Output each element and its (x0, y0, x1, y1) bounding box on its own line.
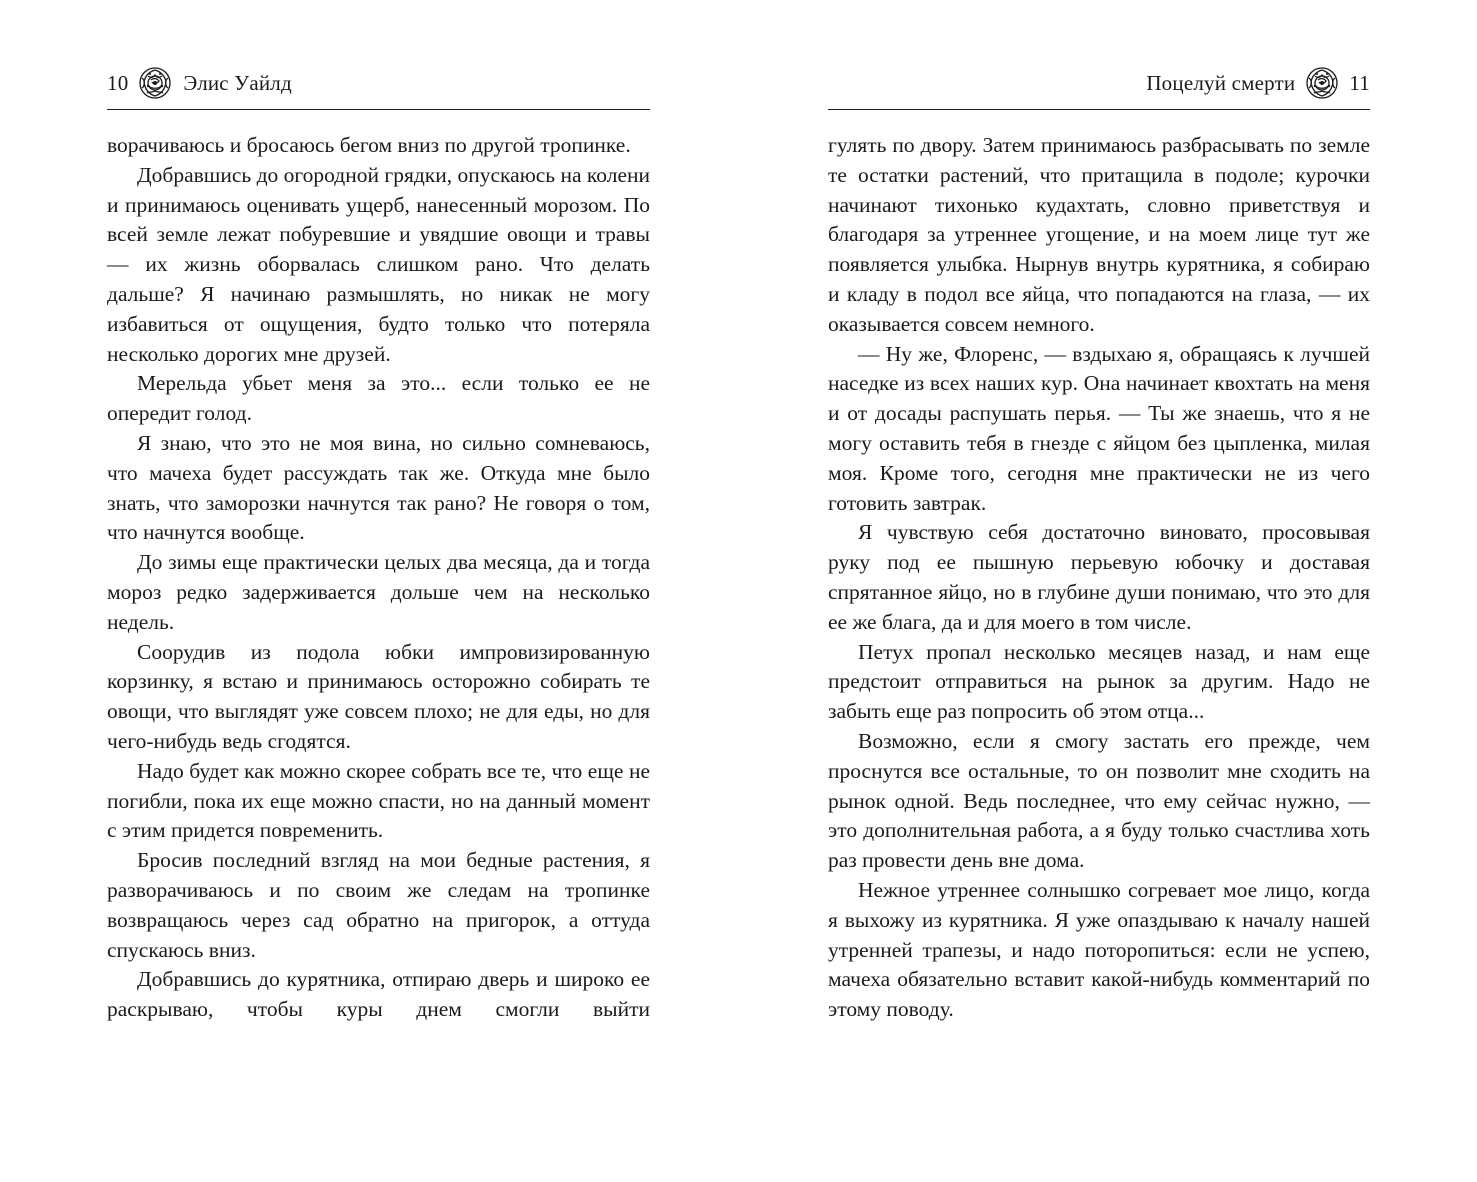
rose-ornament-icon (1304, 66, 1340, 100)
paragraph: Мерельда убьет меня за это... если только ее не опередит голод. (107, 371, 650, 426)
left-header-rule (107, 109, 650, 110)
right-body-text (828, 131, 1370, 1025)
paragraph: Соорудив из подола юбки импровизированную корзинку, я встаю и принимаюсь осторожно собирать те овощи, что выглядят уже совсем плохо; не для еды, но для чего-нибудь ведь сгодятся. (107, 639, 650, 753)
paragraph: Я чувствую себя достаточно виновато, просовывая руку под ее пышную перьевую юбочку и доставая спрятанное яйцо, но в глубине души понимаю, что это для ее же блага, да и для моего в том числе. (828, 520, 1370, 634)
left-body-text (107, 131, 650, 1025)
left-page (107, 0, 650, 1182)
right-header-rule (828, 109, 1370, 110)
right-page-number: 11 (1349, 70, 1370, 95)
paragraph: гулять по двору. Затем принимаюсь разбрасывать по земле те остатки растений, что притащила в подоле; курочки начинают тихонько кудахтать, словно приветствуя и благодаря за утреннее угощение, и на моем лице тут же появляется улыбка. Нырнув внутрь курятника, я собираю и кладу в подол все яйца, что попадаются на глаза, — их оказывается совсем немного. (828, 133, 1370, 336)
paragraph: До зимы еще практически целых два месяца, да и тогда мороз редко задерживается дольше чем на несколько недель. (107, 550, 650, 634)
paragraph: Нежное утреннее солнышко согревает мое лицо, когда я выхожу из курятника. Я уже опаздываю к началу нашей утренней трапезы, и надо поторопиться: если не успею, мачеха обязательно вставит какой-нибудь комментарий по этому поводу. (828, 877, 1370, 1022)
paragraph: Надо будет как можно скорее собрать все те, что еще не погибли, пока их еще можно спасти, но на данный момент с этим придется повременить. (107, 758, 650, 843)
paragraph: Бросив последний взгляд на мои бедные растения, я разворачиваюсь и по своим же следам на тропинке возвращаюсь через сад обратно на пригорок, а оттуда спускаюсь вниз. (107, 848, 650, 962)
paragraph: Я знаю, что это не моя вина, но сильно сомневаюсь, что мачеха будет рассуждать так же. Откуда мне было знать, что заморозки начнутся так рано? Не говоря о том, что начнутся вообще. (107, 430, 650, 545)
right-page (828, 0, 1370, 1182)
rose-ornament-icon (137, 66, 173, 100)
right-running-head-title: Поцелуй смерти (1146, 70, 1296, 95)
left-running-header (107, 66, 650, 100)
paragraph: Петух пропал несколько месяцев назад, и нам еще предстоит отправиться на рынок за другим. Надо не забыть еще раз попросить об этом отца... (828, 639, 1370, 724)
right-running-header (828, 66, 1370, 100)
paragraph: Возможно, если я смогу застать его прежде, чем проснутся все остальные, то он позволит мне сходить на рынок одной. Ведь последнее, что ему сейчас нужно, — это дополнительная работа, а я буду только счастлива хоть раз провести день вне дома. (828, 728, 1370, 873)
paragraph: Добравшись до курятника, отпираю дверь и широко ее раскрываю, чтобы куры днем смогли выйти (107, 967, 650, 1022)
left-running-head-author: Элис Уайлд (183, 70, 292, 95)
left-page-number: 10 (107, 70, 129, 95)
paragraph: Добравшись до огородной грядки, опускаюсь на колени и принимаюсь оценивать ущерб, нанесенный морозом. По всей земле лежат побуревшие и увядшие овощи и травы — их жизнь оборвалась слишком рано. Что делать дальше? Я начинаю размышлять, но никак не могу избавиться от ощущения, будто только что потеряла несколько дорогих мне друзей. (107, 162, 651, 366)
paragraph: ворачиваюсь и бросаюсь бегом вниз по другой тропинке. (107, 133, 631, 157)
paragraph: — Ну же, Флоренс, — вздыхаю я, обращаясь к лучшей наседке из всех наших кур. Она начинает квохтать на меня и от досады распушать перья. — Ты же знаешь, что я не могу оставить тебя в гнезде с яйцом без цыпленка, милая моя. Кроме того, сегодня мне практически не из чего готовить завтрак. (828, 341, 1370, 515)
